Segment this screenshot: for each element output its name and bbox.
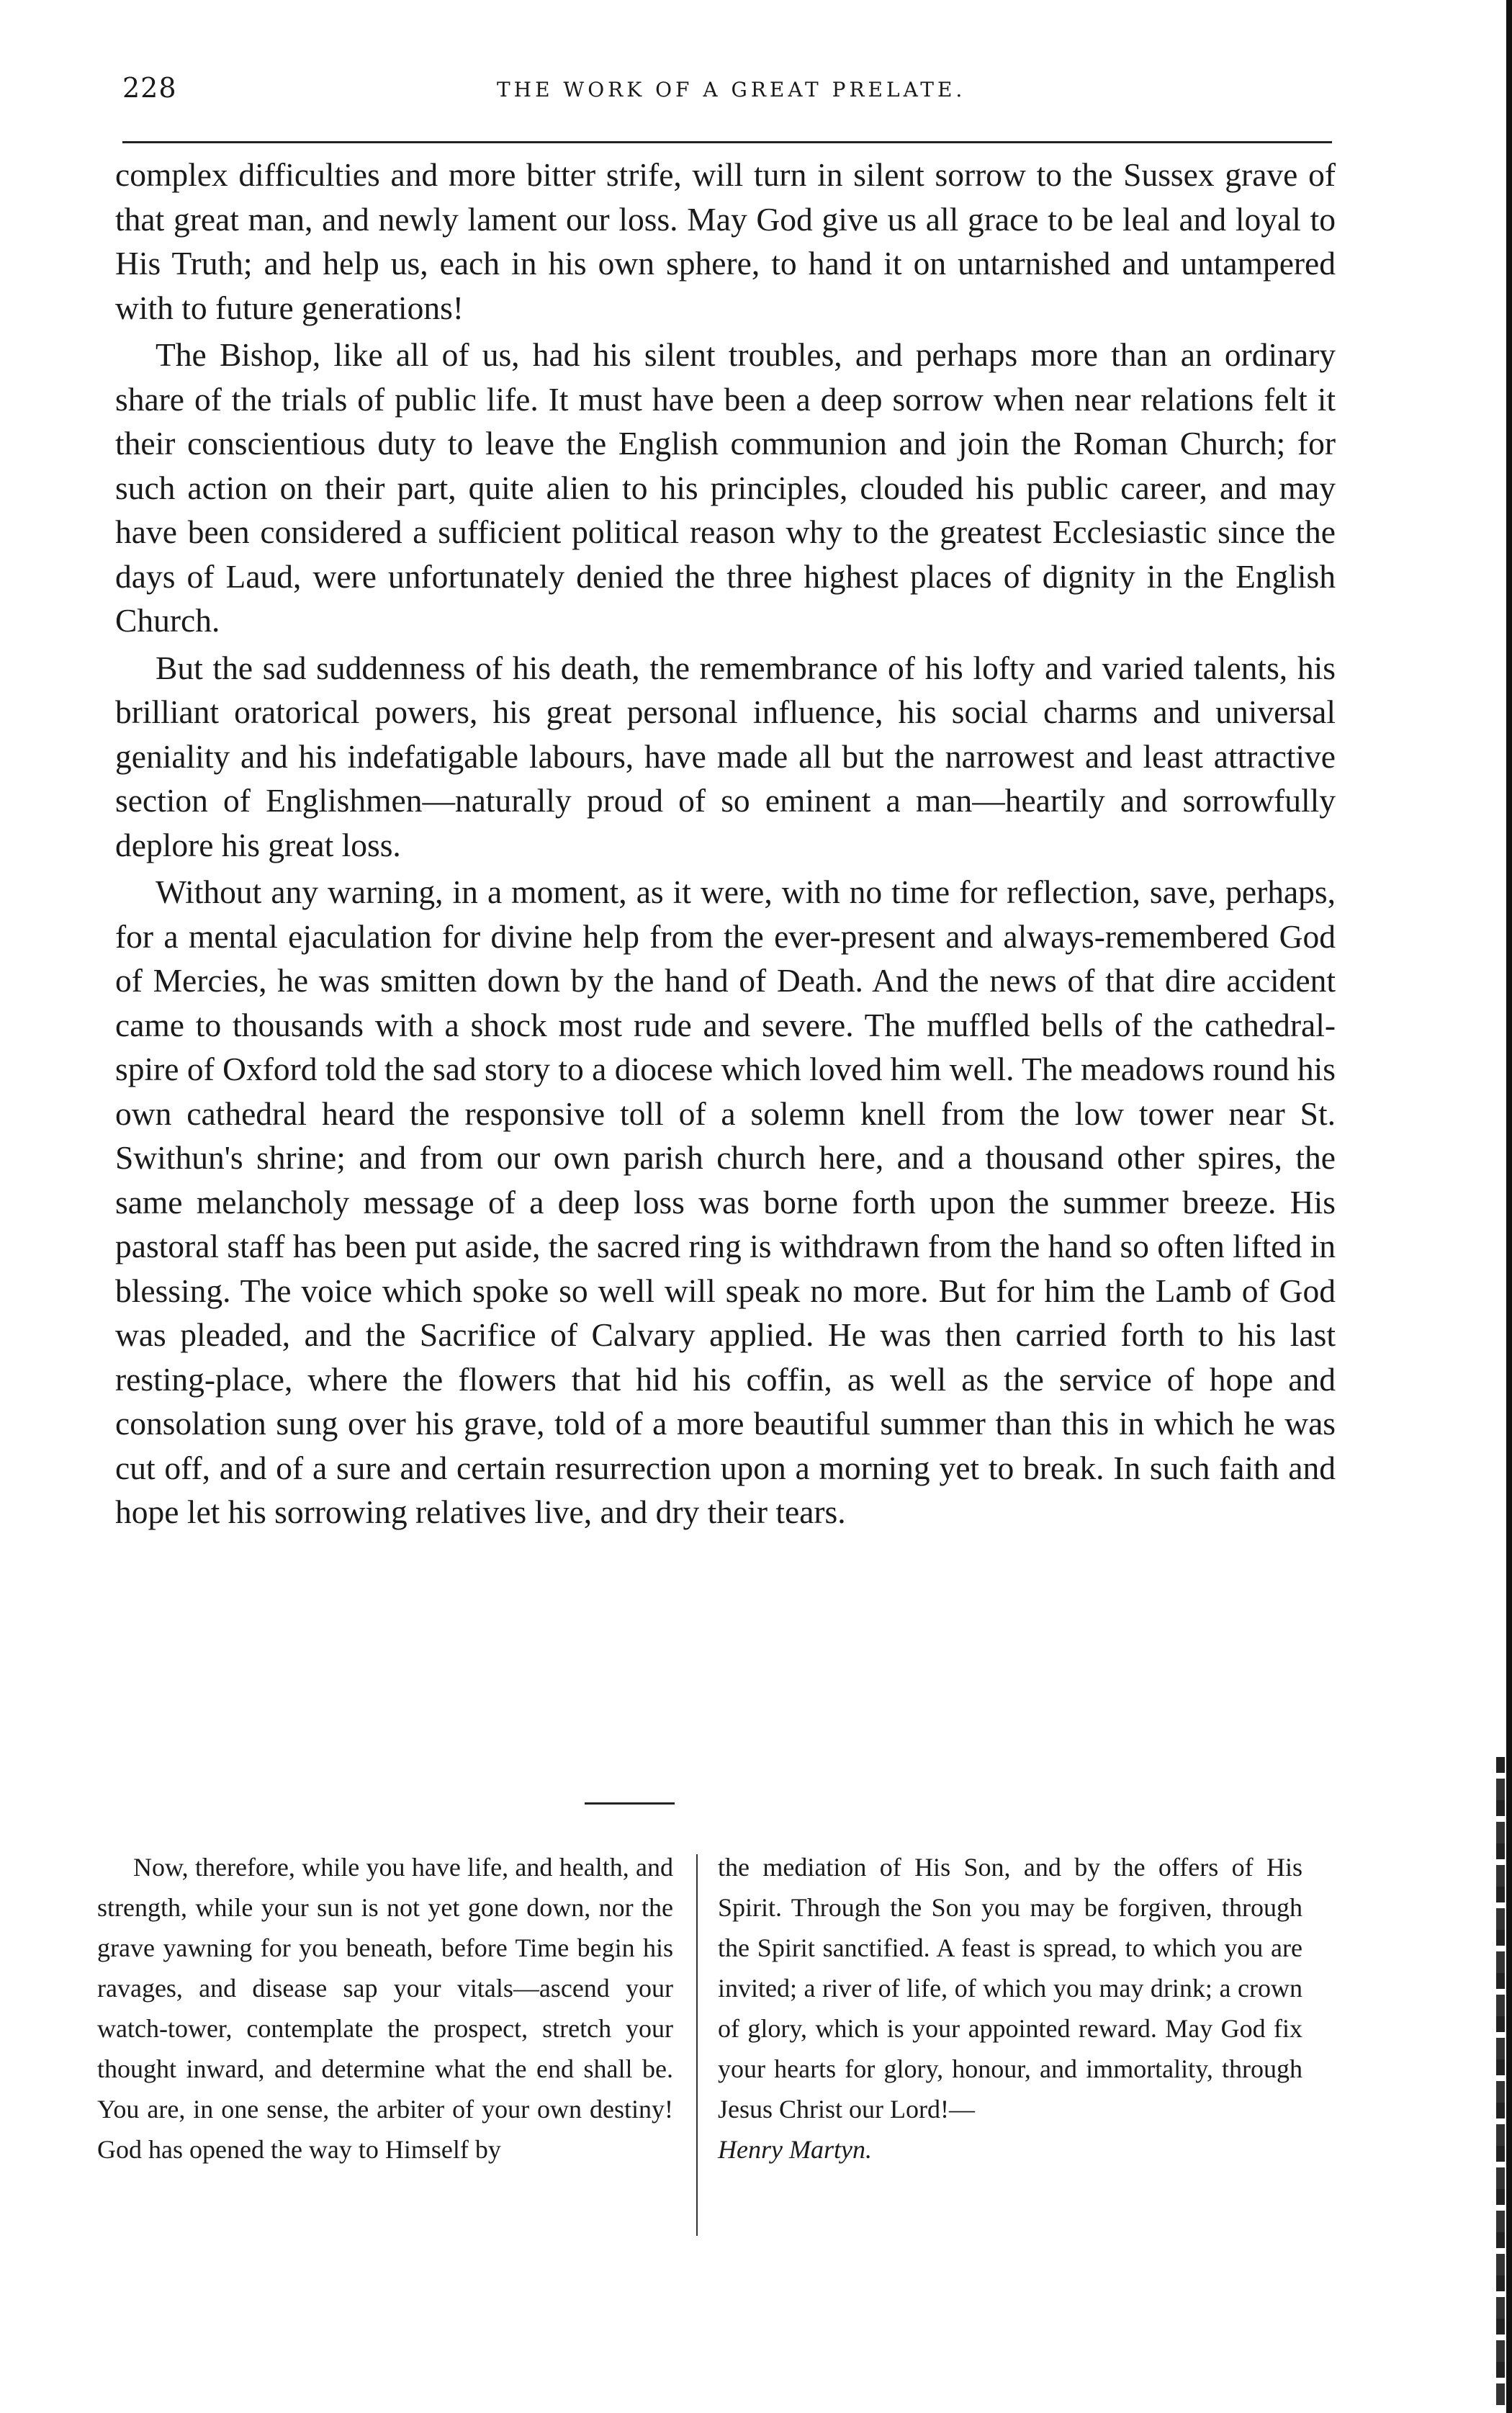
header-rule — [122, 141, 1332, 143]
binding-edge — [1496, 1757, 1505, 2405]
quotation-block — [97, 1847, 1343, 2250]
paragraph-sad-suddenness: But the sad suddenness of his death, the remembrance of his lofty and varied talents, his brilliant oratorical powers, his great personal influence, his social charms and universal geniality and his indefatigable labours, have made all but the narrowest and least attractive section of Englishmen—naturally proud of so eminent a man—heartily and sorrowfully deplore his great loss. — [115, 649, 1336, 863]
quote-left-column: Now, therefore, while you have life, and health, and strength, while your sun is not yet gone down, nor the grave yawning for you beneath, before Time begin his ravages, and disease sap your vitals—ascend your watch-tower, contemplate the prospect, stretch your thought inward, and determine what the end shall be. You are, in one sense, the arbiter of your own destiny! God has opened the way to Himself by — [97, 1853, 673, 2164]
page-header — [122, 72, 1332, 115]
page-number: 228 — [122, 72, 177, 104]
column-divider — [696, 1854, 698, 2236]
quote-right-text: the mediation of His Son, and by the offers of His Spirit. Through the Son you may be forgiven, through the Spirit sanctified. A feast is spread, to which you are invited; a river of life, of which you may drink; a crown of glory, which is your appointed reward. May God fix your hearts for glory, honour, and immortality, through Jesus Christ our Lord!— — [718, 1853, 1302, 2124]
section-divider — [585, 1802, 675, 1805]
body-text — [115, 153, 1336, 1534]
running-head: THE WORK OF A GREAT PRELATE. — [497, 78, 966, 102]
paragraph-continued: complex difficulties and more bitter strife, will turn in silent sorrow to the Sussex grave of that great man, and newly lament our loss. May God give us all grace to be leal and loyal to His Truth; and help us, each in his own sphere, to hand it on untarnished and untampered with to future generations! — [115, 156, 1336, 326]
quote-attribution: Henry Martyn. — [718, 2135, 872, 2164]
paragraph-without-warning: Without any warning, in a moment, as it were, with no time for reflection, save, perhaps, for a mental ejaculation for divine help from the ever-present and always-remembered God of Mercies, he was smitten down by the hand of Death. And the news of that dire accident came to thousands with a shock most rude and severe. The muffled bells of the cathedral-spire of Oxford told the sad story to a diocese which loved him well. The meadows round his own cathedral heard the responsive toll of a solemn knell from the low tower near St. Swithun's shrine; and from our own parish church here, and a thousand other spires, the same melancholy message of a deep loss was borne forth upon the summer breeze. His pastoral staff has been put aside, the sacred ring is withdrawn from the hand so often lifted in blessing. The voice which spoke so well will speak no more. But for him the Lamb of God was pleaded, and the Sacrifice of Calvary applied. He was then carried forth to his last resting-place, where the flowers that hid his coffin, as well as the service of hope and consolation sung over his grave, told of a more beautiful summer than this in which he was cut off, and of a sure and certain resurrection upon a morning yet to break. In such faith and hope let his sorrowing relatives live, and dry their tears. — [115, 873, 1336, 1530]
paragraph-bishop-troubles: The Bishop, like all of us, had his silent troubles, and perhaps more than an ordinary share of the trials of public life. It must have been a deep sorrow when near relations felt it their conscientious duty to leave the English communion and join the Roman Church; for such action on their part, quite alien to his principles, clouded his public career, and may have been considered a sufficient political reason why to the greatest Ecclesiastic since the days of Laud, were unfortunately denied the three highest places of dignity in the English Church. — [115, 336, 1336, 639]
page-edge — [1506, 0, 1512, 2413]
quote-right-column — [718, 1847, 1302, 2170]
